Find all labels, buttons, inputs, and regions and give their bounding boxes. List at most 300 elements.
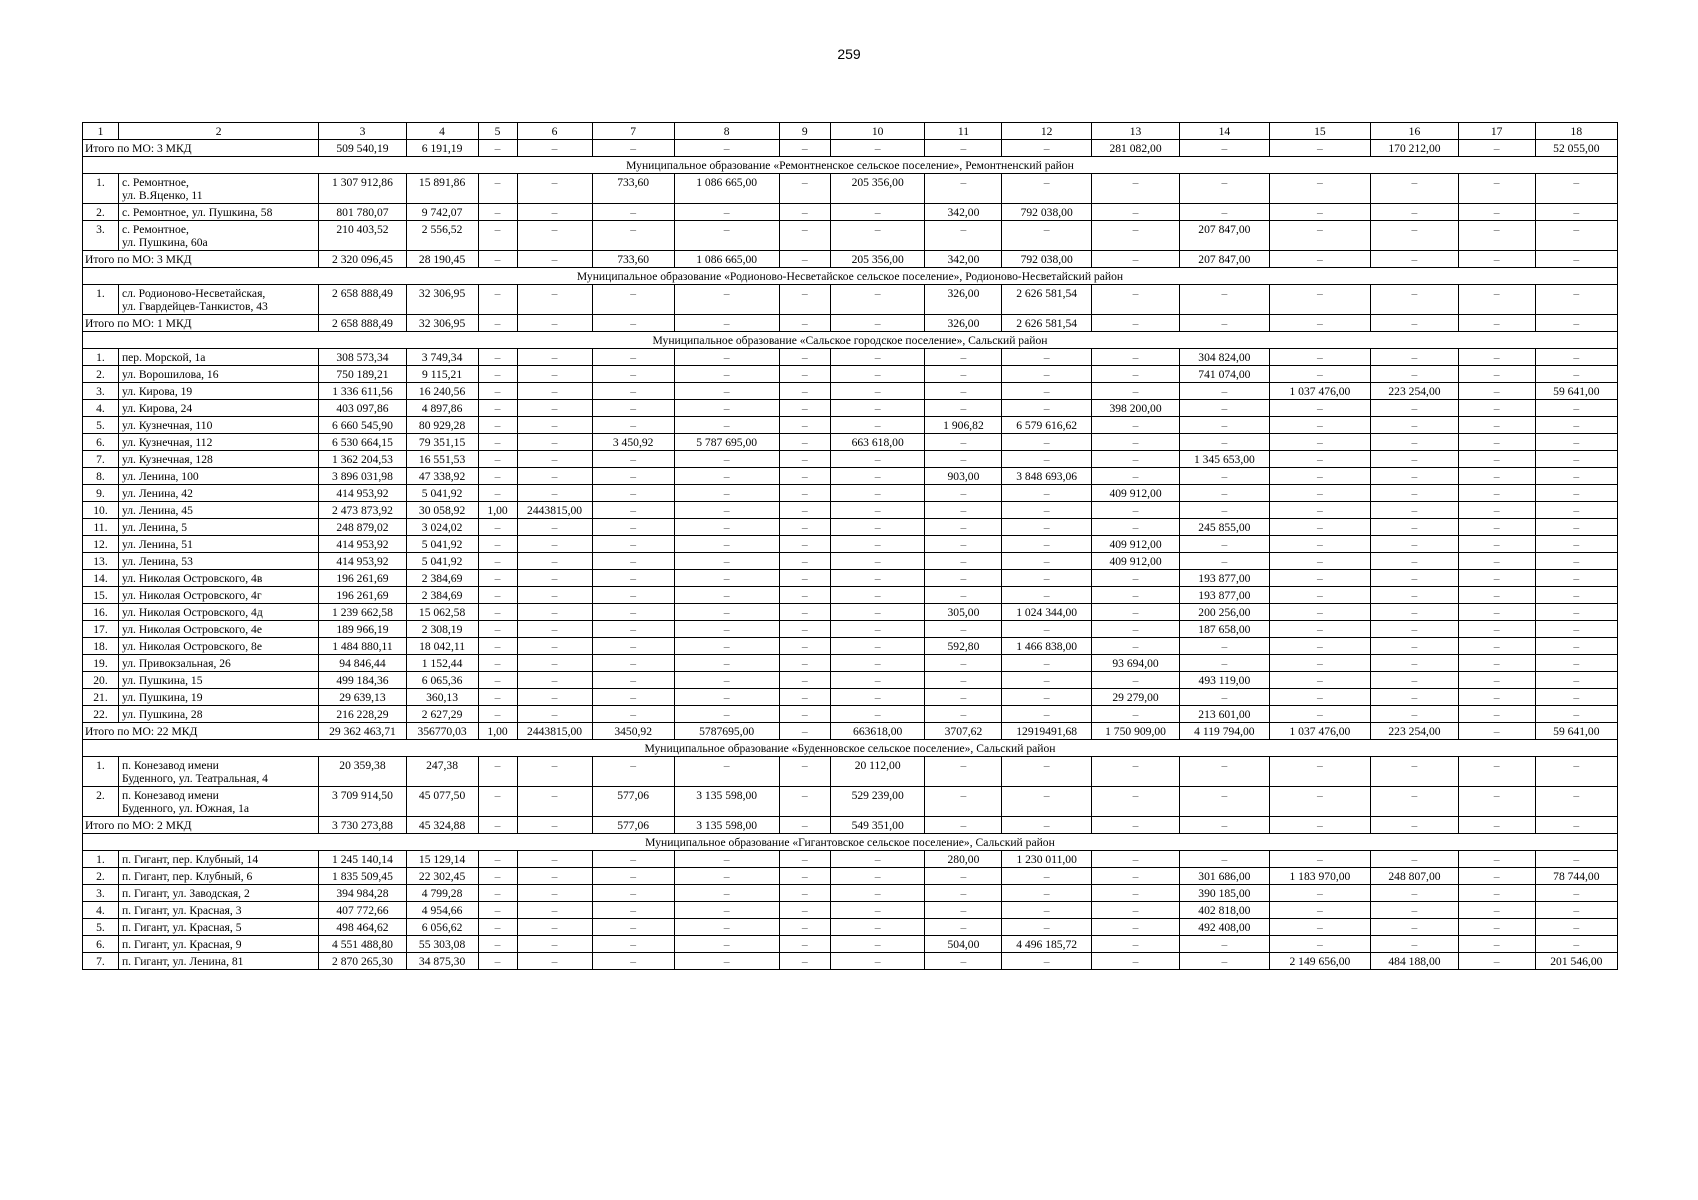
table-cell: 6 660 545,90 bbox=[319, 417, 406, 434]
table-cell: – bbox=[1458, 400, 1535, 417]
table-cell: 2 384,69 bbox=[406, 587, 478, 604]
table-cell: – bbox=[779, 485, 830, 502]
table-cell: – bbox=[1091, 383, 1179, 400]
address-cell bbox=[118, 536, 318, 553]
table-cell: – bbox=[925, 787, 1002, 817]
table-cell: – bbox=[1535, 587, 1617, 604]
table-cell: – bbox=[1269, 434, 1371, 451]
table-cell: – bbox=[1091, 434, 1179, 451]
address-line: ул. Привокзальная, 26 bbox=[121, 657, 231, 670]
table-cell: 301 686,00 bbox=[1180, 868, 1269, 885]
table-cell: – bbox=[478, 655, 517, 672]
table-cell: – bbox=[1458, 536, 1535, 553]
table-cell: 6 065,36 bbox=[406, 672, 478, 689]
table-cell: – bbox=[1371, 706, 1458, 723]
table-cell: – bbox=[1002, 570, 1091, 587]
table-row bbox=[83, 400, 1618, 417]
table-cell: – bbox=[1002, 817, 1091, 834]
table-row bbox=[83, 553, 1618, 570]
table-cell: – bbox=[592, 868, 674, 885]
table-cell: 1 336 611,56 bbox=[319, 383, 406, 400]
table-cell: – bbox=[674, 902, 779, 919]
table-cell: 2 626 581,54 bbox=[1002, 285, 1091, 315]
table-cell: – bbox=[1371, 638, 1458, 655]
address-line: п. Гигант, ул. Красная, 9 bbox=[121, 938, 242, 951]
table-cell: – bbox=[1091, 621, 1179, 638]
table-cell: – bbox=[1269, 366, 1371, 383]
table-cell: – bbox=[517, 468, 592, 485]
table-cell: – bbox=[830, 919, 925, 936]
table-cell: 407 772,66 bbox=[319, 902, 406, 919]
table-cell: – bbox=[592, 315, 674, 332]
table-cell: 2443815,00 bbox=[517, 502, 592, 519]
address-cell bbox=[118, 434, 318, 451]
table-cell: 59 641,00 bbox=[1535, 723, 1617, 740]
table-cell: 663 618,00 bbox=[830, 434, 925, 451]
table-cell: – bbox=[1091, 451, 1179, 468]
table-cell: 170 212,00 bbox=[1371, 140, 1458, 157]
section-row bbox=[83, 268, 1618, 285]
table-cell: – bbox=[1458, 604, 1535, 621]
table-cell: – bbox=[1535, 672, 1617, 689]
section-row bbox=[83, 332, 1618, 349]
table-cell: – bbox=[830, 902, 925, 919]
table-cell: – bbox=[1269, 502, 1371, 519]
table-cell: – bbox=[517, 519, 592, 536]
table-cell: – bbox=[674, 140, 779, 157]
table-cell: – bbox=[1269, 349, 1371, 366]
table-cell: – bbox=[830, 285, 925, 315]
address-cell bbox=[118, 621, 318, 638]
table-cell: – bbox=[925, 953, 1002, 970]
address-cell bbox=[118, 451, 318, 468]
table-cell: 4 119 794,00 bbox=[1180, 723, 1269, 740]
table-cell: – bbox=[517, 757, 592, 787]
total-row bbox=[83, 251, 1618, 268]
table-cell: – bbox=[674, 366, 779, 383]
table-cell: 733,60 bbox=[592, 174, 674, 204]
table-cell: – bbox=[830, 349, 925, 366]
table-cell: 3 709 914,50 bbox=[319, 787, 406, 817]
table-cell: 2 473 873,92 bbox=[319, 502, 406, 519]
table-cell: – bbox=[1091, 349, 1179, 366]
table-cell: – bbox=[478, 400, 517, 417]
table-cell: – bbox=[925, 366, 1002, 383]
table-cell: – bbox=[1269, 757, 1371, 787]
table-cell: – bbox=[517, 851, 592, 868]
table-cell: – bbox=[478, 587, 517, 604]
table-cell: – bbox=[517, 536, 592, 553]
address-cell bbox=[118, 885, 318, 902]
table-cell: 577,06 bbox=[592, 817, 674, 834]
table-cell: – bbox=[1371, 655, 1458, 672]
table-cell: – bbox=[925, 553, 1002, 570]
table-cell: 6 191,19 bbox=[406, 140, 478, 157]
table-cell: – bbox=[1002, 757, 1091, 787]
table-cell: 205 356,00 bbox=[830, 251, 925, 268]
table-cell: – bbox=[517, 553, 592, 570]
table-cell: 390 185,00 bbox=[1180, 885, 1269, 902]
table-cell: – bbox=[592, 885, 674, 902]
table-cell: – bbox=[1269, 936, 1371, 953]
table-cell: – bbox=[830, 689, 925, 706]
row-number: 1. bbox=[83, 285, 119, 315]
table-cell: – bbox=[1371, 451, 1458, 468]
address-line: ул. Кузнечная, 128 bbox=[121, 453, 213, 466]
table-cell: – bbox=[592, 621, 674, 638]
table-cell: 30 058,92 bbox=[406, 502, 478, 519]
table-cell: – bbox=[779, 174, 830, 204]
column-header: 5 bbox=[478, 123, 517, 140]
table-cell: 2 308,19 bbox=[406, 621, 478, 638]
table-cell: – bbox=[779, 868, 830, 885]
table-cell: – bbox=[1371, 587, 1458, 604]
table-cell: 499 184,36 bbox=[319, 672, 406, 689]
table-cell: 205 356,00 bbox=[830, 174, 925, 204]
table-cell: – bbox=[1371, 672, 1458, 689]
table-cell: 409 912,00 bbox=[1091, 553, 1179, 570]
table-cell: 1 307 912,86 bbox=[319, 174, 406, 204]
row-number: 7. bbox=[83, 451, 119, 468]
table-cell: – bbox=[779, 902, 830, 919]
table-row bbox=[83, 285, 1618, 315]
table-row bbox=[83, 417, 1618, 434]
table-cell: – bbox=[779, 417, 830, 434]
row-number: 10. bbox=[83, 502, 119, 519]
table-cell: – bbox=[1269, 417, 1371, 434]
table-cell: – bbox=[478, 787, 517, 817]
table-cell: – bbox=[925, 519, 1002, 536]
table-cell: 5 041,92 bbox=[406, 485, 478, 502]
table-cell: – bbox=[674, 757, 779, 787]
table-cell: – bbox=[830, 936, 925, 953]
table-cell: – bbox=[517, 621, 592, 638]
address-cell bbox=[118, 936, 318, 953]
table-cell: – bbox=[1180, 851, 1269, 868]
table-cell: – bbox=[592, 706, 674, 723]
table-cell: – bbox=[1458, 851, 1535, 868]
table-cell: – bbox=[478, 140, 517, 157]
address-line: ул. Кузнечная, 110 bbox=[121, 419, 213, 432]
table-cell: – bbox=[830, 400, 925, 417]
table-cell: 750 189,21 bbox=[319, 366, 406, 383]
table-cell: – bbox=[1091, 417, 1179, 434]
table-cell: – bbox=[674, 706, 779, 723]
column-header: 12 bbox=[1002, 123, 1091, 140]
row-number: 11. bbox=[83, 519, 119, 536]
table-cell: 1,00 bbox=[478, 723, 517, 740]
table-row bbox=[83, 885, 1618, 902]
table-cell: – bbox=[674, 349, 779, 366]
table-cell: – bbox=[1458, 502, 1535, 519]
table-cell: – bbox=[517, 366, 592, 383]
table-cell: – bbox=[592, 851, 674, 868]
table-cell: – bbox=[1180, 285, 1269, 315]
table-cell: – bbox=[517, 638, 592, 655]
total-label: Итого по МО: 1 МКД bbox=[83, 315, 319, 332]
address-cell bbox=[118, 417, 318, 434]
table-cell: – bbox=[1535, 251, 1617, 268]
table-cell: – bbox=[674, 553, 779, 570]
table-cell: – bbox=[925, 587, 1002, 604]
table-row bbox=[83, 787, 1618, 817]
table-cell: – bbox=[1002, 953, 1091, 970]
table-cell: – bbox=[1091, 204, 1179, 221]
table-cell: – bbox=[1535, 787, 1617, 817]
table-cell: 80 929,28 bbox=[406, 417, 478, 434]
table-cell: 15 062,58 bbox=[406, 604, 478, 621]
table-cell: – bbox=[1458, 251, 1535, 268]
row-number: 6. bbox=[83, 434, 119, 451]
row-number: 14. bbox=[83, 570, 119, 587]
row-number: 3. bbox=[83, 383, 119, 400]
table-cell: – bbox=[925, 621, 1002, 638]
address-cell bbox=[118, 868, 318, 885]
table-cell: 52 055,00 bbox=[1535, 140, 1617, 157]
address-line: ул. Кирова, 24 bbox=[121, 402, 193, 415]
table-cell: 213 601,00 bbox=[1180, 706, 1269, 723]
table-cell: – bbox=[1091, 953, 1179, 970]
address-line: ул. Гвардейцев-Танкистов, 43 bbox=[121, 300, 268, 313]
section-title: Муниципальное образование «Буденновское сельское поселение», Сальский район bbox=[83, 740, 1618, 757]
row-number: 12. bbox=[83, 536, 119, 553]
section-row bbox=[83, 740, 1618, 757]
table-cell: – bbox=[1458, 349, 1535, 366]
table-cell: 223 254,00 bbox=[1371, 723, 1458, 740]
table-cell: – bbox=[517, 655, 592, 672]
table-cell: – bbox=[1535, 400, 1617, 417]
table-cell: – bbox=[1535, 621, 1617, 638]
table-cell: 248 807,00 bbox=[1371, 868, 1458, 885]
table-cell: – bbox=[478, 434, 517, 451]
table-row bbox=[83, 570, 1618, 587]
table-cell: – bbox=[925, 221, 1002, 251]
table-cell: 78 744,00 bbox=[1535, 868, 1617, 885]
address-cell bbox=[118, 672, 318, 689]
table-cell: – bbox=[779, 468, 830, 485]
table-cell: – bbox=[1091, 285, 1179, 315]
table-cell: – bbox=[1091, 787, 1179, 817]
table-cell: – bbox=[517, 817, 592, 834]
row-number: 16. bbox=[83, 604, 119, 621]
table-cell: – bbox=[592, 672, 674, 689]
table-cell: 792 038,00 bbox=[1002, 204, 1091, 221]
table-cell: – bbox=[674, 468, 779, 485]
column-header: 7 bbox=[592, 123, 674, 140]
table-cell: – bbox=[517, 953, 592, 970]
address-cell bbox=[118, 468, 318, 485]
section-title: Муниципальное образование «Сальское городское поселение», Сальский район bbox=[83, 332, 1618, 349]
table-cell: – bbox=[478, 417, 517, 434]
table-cell: – bbox=[1180, 400, 1269, 417]
table-cell: 577,06 bbox=[592, 787, 674, 817]
table-cell: – bbox=[674, 953, 779, 970]
table-cell: – bbox=[1535, 902, 1617, 919]
address-cell bbox=[118, 285, 318, 315]
table-cell: – bbox=[1458, 638, 1535, 655]
table-cell: – bbox=[1458, 936, 1535, 953]
address-cell bbox=[118, 919, 318, 936]
row-number: 2. bbox=[83, 868, 119, 885]
table-cell: – bbox=[1180, 689, 1269, 706]
table-cell: – bbox=[830, 851, 925, 868]
column-header: 1 bbox=[83, 123, 119, 140]
total-label: Итого по МО: 2 МКД bbox=[83, 817, 319, 834]
table-cell: – bbox=[674, 638, 779, 655]
address-cell bbox=[118, 689, 318, 706]
table-row bbox=[83, 349, 1618, 366]
table-cell: – bbox=[1371, 536, 1458, 553]
table-cell: – bbox=[1535, 689, 1617, 706]
table-cell: – bbox=[1371, 315, 1458, 332]
table-cell: – bbox=[1458, 953, 1535, 970]
table-cell: 1 086 665,00 bbox=[674, 174, 779, 204]
table-cell: – bbox=[674, 315, 779, 332]
address-line: ул. Пушкина, 19 bbox=[121, 691, 203, 704]
table-cell: – bbox=[478, 315, 517, 332]
table-cell: 2 320 096,45 bbox=[319, 251, 406, 268]
table-cell: 414 953,92 bbox=[319, 553, 406, 570]
table-cell: 59 641,00 bbox=[1535, 383, 1617, 400]
table-cell: 409 912,00 bbox=[1091, 536, 1179, 553]
address-line: ул. Ленина, 51 bbox=[121, 538, 193, 551]
table-cell: 592,80 bbox=[925, 638, 1002, 655]
table-cell: – bbox=[1002, 902, 1091, 919]
address-line: ул. В.Яценко, 11 bbox=[121, 189, 203, 202]
address-cell bbox=[118, 383, 318, 400]
column-header: 8 bbox=[674, 123, 779, 140]
table-cell: 792 038,00 bbox=[1002, 251, 1091, 268]
table-cell: – bbox=[779, 787, 830, 817]
address-cell bbox=[118, 519, 318, 536]
table-cell: 1 024 344,00 bbox=[1002, 604, 1091, 621]
table-cell: 223 254,00 bbox=[1371, 383, 1458, 400]
address-cell bbox=[118, 570, 318, 587]
table-cell: – bbox=[1371, 366, 1458, 383]
table-cell: – bbox=[779, 757, 830, 787]
row-number: 6. bbox=[83, 936, 119, 953]
table-cell: – bbox=[592, 417, 674, 434]
table-row bbox=[83, 604, 1618, 621]
table-cell: – bbox=[478, 366, 517, 383]
table-cell: 308 573,34 bbox=[319, 349, 406, 366]
table-cell: – bbox=[478, 885, 517, 902]
address-line: ул. Ворошилова, 16 bbox=[121, 368, 219, 381]
table-cell: – bbox=[674, 502, 779, 519]
table-cell: 414 953,92 bbox=[319, 485, 406, 502]
table-row bbox=[83, 536, 1618, 553]
table-cell: – bbox=[478, 204, 517, 221]
section-row bbox=[83, 157, 1618, 174]
table-cell: – bbox=[830, 536, 925, 553]
table-cell: – bbox=[1269, 706, 1371, 723]
table-cell: – bbox=[478, 349, 517, 366]
table-cell: – bbox=[478, 536, 517, 553]
table-cell: – bbox=[1371, 885, 1458, 902]
table-cell: – bbox=[517, 570, 592, 587]
address-line: ул. Николая Островского, 8е bbox=[121, 640, 262, 653]
table-cell: 2 870 265,30 bbox=[319, 953, 406, 970]
table-cell: – bbox=[1002, 451, 1091, 468]
table-cell: – bbox=[779, 689, 830, 706]
table-cell: – bbox=[478, 936, 517, 953]
table-cell: – bbox=[1091, 757, 1179, 787]
table-cell: – bbox=[1180, 204, 1269, 221]
table-cell: – bbox=[830, 451, 925, 468]
table-cell: 281 082,00 bbox=[1091, 140, 1179, 157]
table-cell: – bbox=[517, 174, 592, 204]
table-cell: 1 230 011,00 bbox=[1002, 851, 1091, 868]
table-cell: 47 338,92 bbox=[406, 468, 478, 485]
address-line: п. Гигант, ул. Ленина, 81 bbox=[121, 955, 244, 968]
table-cell: 5 041,92 bbox=[406, 553, 478, 570]
table-cell: – bbox=[1458, 723, 1535, 740]
table-cell: – bbox=[1458, 655, 1535, 672]
table-cell: – bbox=[1535, 851, 1617, 868]
table-cell: – bbox=[592, 757, 674, 787]
table-cell: – bbox=[1180, 936, 1269, 953]
table-row bbox=[83, 204, 1618, 221]
table-cell: 1 466 838,00 bbox=[1002, 638, 1091, 655]
address-line: с. Ремонтное, ул. Пушкина, 58 bbox=[121, 206, 273, 219]
table-cell: 1 345 653,00 bbox=[1180, 451, 1269, 468]
table-cell: – bbox=[830, 885, 925, 902]
table-cell: – bbox=[1002, 621, 1091, 638]
table-cell: – bbox=[925, 536, 1002, 553]
table-cell: – bbox=[1535, 349, 1617, 366]
table-cell: – bbox=[478, 817, 517, 834]
table-cell: – bbox=[478, 451, 517, 468]
table-cell: 1 245 140,14 bbox=[319, 851, 406, 868]
table-cell: – bbox=[1458, 919, 1535, 936]
table-cell: – bbox=[1091, 251, 1179, 268]
table-cell: 216 228,29 bbox=[319, 706, 406, 723]
table-cell: 1 037 476,00 bbox=[1269, 383, 1371, 400]
table-cell: – bbox=[674, 587, 779, 604]
table-cell: – bbox=[1091, 502, 1179, 519]
table-cell: – bbox=[1371, 519, 1458, 536]
table-cell: – bbox=[1535, 885, 1617, 902]
table-cell: – bbox=[925, 757, 1002, 787]
table-cell: – bbox=[1091, 919, 1179, 936]
table-row bbox=[83, 638, 1618, 655]
table-cell: – bbox=[1002, 885, 1091, 902]
table-cell: – bbox=[779, 851, 830, 868]
table-row bbox=[83, 919, 1618, 936]
table-cell: – bbox=[1371, 251, 1458, 268]
table-cell: – bbox=[478, 868, 517, 885]
table-cell: – bbox=[1535, 468, 1617, 485]
row-number: 8. bbox=[83, 468, 119, 485]
table-cell: – bbox=[592, 638, 674, 655]
table-cell: 509 540,19 bbox=[319, 140, 406, 157]
table-row bbox=[83, 706, 1618, 723]
table-cell: – bbox=[830, 519, 925, 536]
row-number: 17. bbox=[83, 621, 119, 638]
table-cell: – bbox=[1269, 519, 1371, 536]
table-cell: – bbox=[592, 587, 674, 604]
table-cell: – bbox=[1371, 349, 1458, 366]
address-cell bbox=[118, 349, 318, 366]
table-cell: – bbox=[1091, 468, 1179, 485]
table-cell: – bbox=[1180, 434, 1269, 451]
table-cell: – bbox=[925, 400, 1002, 417]
section-title: Муниципальное образование «Родионово-Несветайское сельское поселение», Родионово-Несветайский район bbox=[83, 268, 1618, 285]
table-cell: – bbox=[517, 400, 592, 417]
table-cell: 22 302,45 bbox=[406, 868, 478, 885]
table-cell: – bbox=[1371, 689, 1458, 706]
table-cell: 29 279,00 bbox=[1091, 689, 1179, 706]
